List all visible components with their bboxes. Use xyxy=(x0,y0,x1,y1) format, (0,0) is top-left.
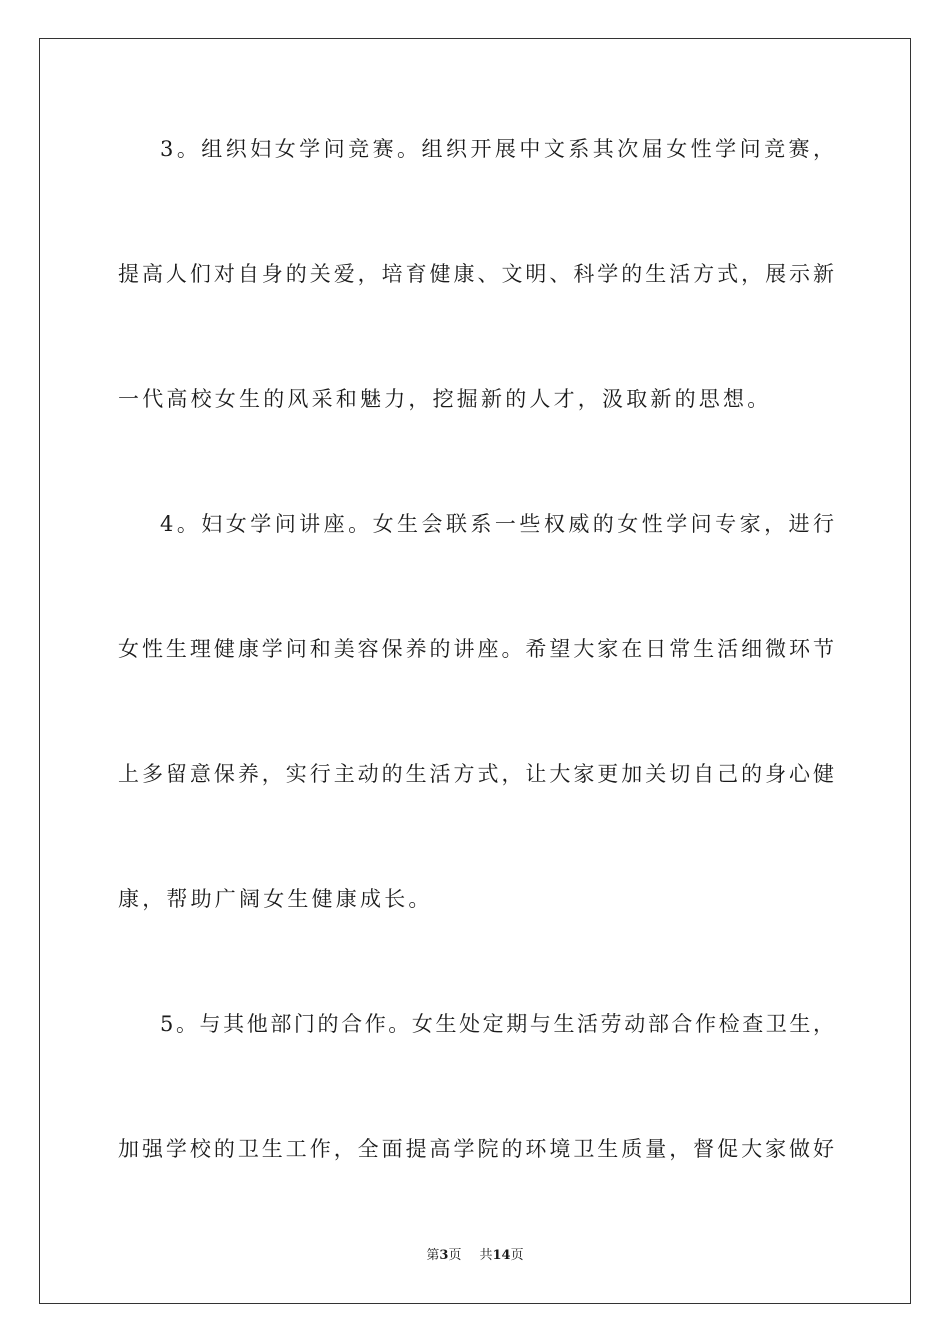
footer-page-prefix: 第 xyxy=(426,1248,440,1263)
paragraph-5-line-1: 5。与其他部门的合作。女生处定期与生活劳动部合作检查卫生， xyxy=(160,1012,834,1036)
page-footer xyxy=(0,1247,950,1265)
paragraph-4-line-2: 女性生理健康学问和美容保养的讲座。希望大家在日常生活细微环节 xyxy=(118,637,834,661)
paragraph-3-line-2: 提高人们对自身的关爱，培育健康、文明、科学的生活方式，展示新 xyxy=(118,262,834,286)
footer-page-unit: 页 xyxy=(448,1248,462,1263)
footer-total-prefix: 共 xyxy=(479,1248,493,1263)
paragraph-3-line-3: 一代高校女生的风采和魅力，挖掘新的人才，汲取新的思想。 xyxy=(118,387,772,411)
paragraph-4-line-3: 上多留意保养，实行主动的生活方式，让大家更加关切自己的身心健 xyxy=(118,762,834,786)
paragraph-4-line-4: 康，帮助广阔女生健康成长。 xyxy=(118,887,433,911)
footer-page-total: 14 xyxy=(492,1248,511,1263)
footer-page-current: 3 xyxy=(439,1248,449,1263)
paragraph-4-line-1: 4。妇女学问讲座。女生会联系一些权威的女性学问专家，进行 xyxy=(160,512,834,536)
footer-total-unit: 页 xyxy=(510,1248,524,1263)
paragraph-5-line-2: 加强学校的卫生工作，全面提高学院的环境卫生质量，督促大家做好 xyxy=(118,1137,834,1161)
page-border xyxy=(39,38,911,1304)
paragraph-3-line-1: 3。组织妇女学问竞赛。组织开展中文系其次届女性学问竞赛， xyxy=(160,137,834,161)
